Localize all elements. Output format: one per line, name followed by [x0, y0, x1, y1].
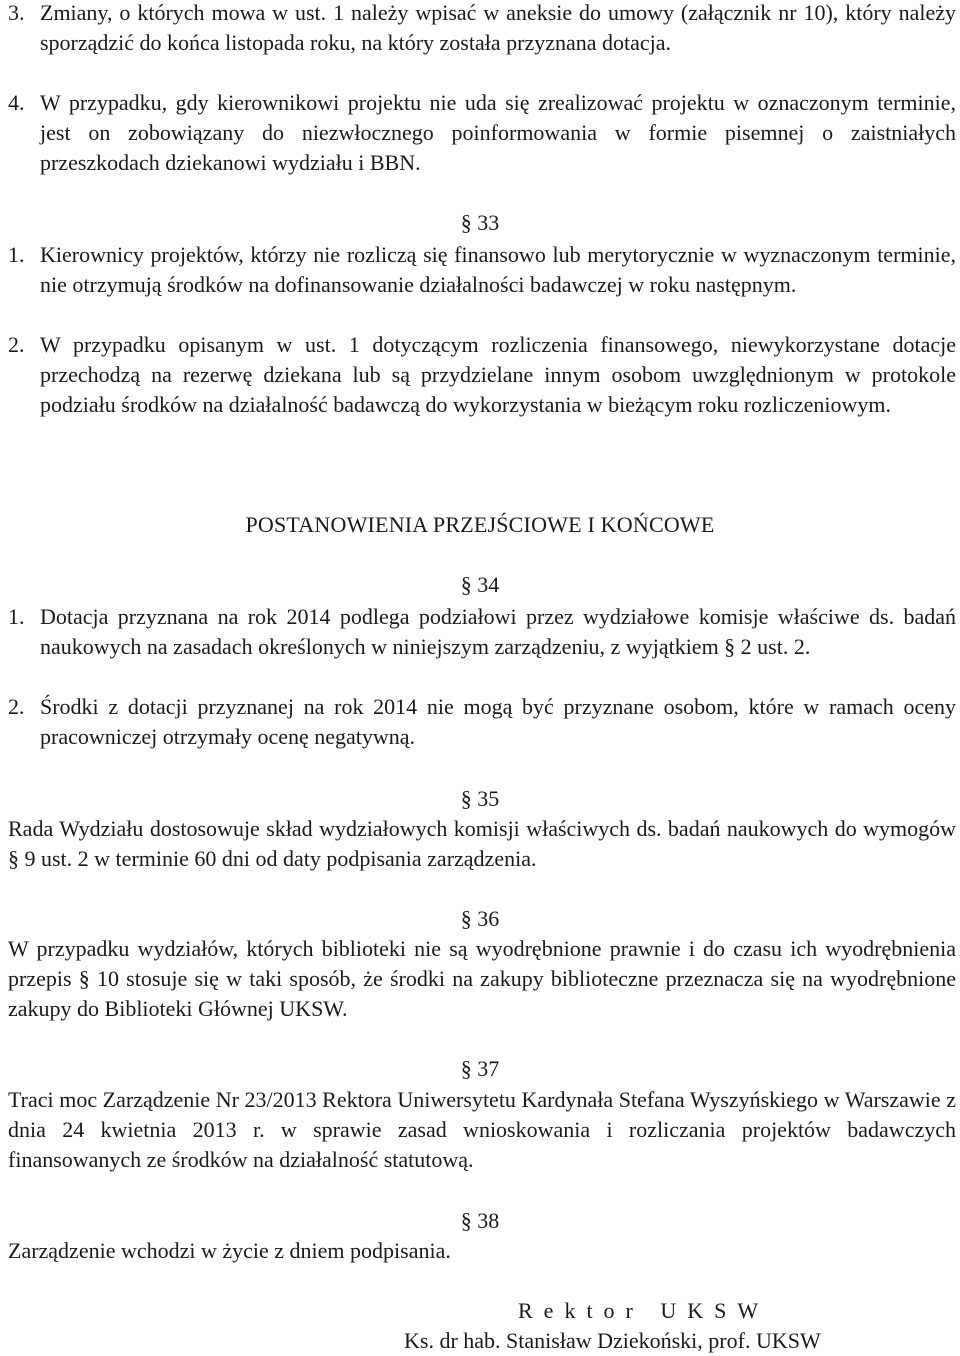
item-number: 1. — [8, 242, 25, 267]
item-number: 1. — [8, 604, 25, 629]
s34-item-2 — [8, 692, 956, 752]
paragraph-item-4 — [8, 88, 956, 178]
s33-item-1 — [8, 240, 956, 300]
item-text: Zmiany, o których mowa w ust. 1 należy wpisać w aneksie do umowy (załącznik nr 10), który należy sporządzić do końca listopada roku, na który została przyznana dotacja. — [40, 0, 956, 55]
item-text: W przypadku opisanym w ust. 1 dotyczącym rozliczenia finansowego, niewykorzystane dotacje przechodzą na rezerwę dziekana lub są przydzielane innym osobom uwzględnionym w protokole podziału środków na działalność badawczą do wykorzystania w bieżącym roku rozliczeniowym. — [40, 332, 956, 417]
item-text: Środki z dotacji przyznanej na rok 2014 nie mogą być przyznane osobom, które w ramach oceny pracowniczej otrzymały ocenę negatywną. — [40, 694, 956, 749]
section-number: 35 — [477, 786, 500, 811]
item-text: Kierownicy projektów, którzy nie rozliczą się finansowo lub merytorycznie w wyznaczonym terminie, nie otrzymują środków na dofinansowanie działalności badawczej w roku następnym. — [40, 242, 956, 297]
s33-item-2 — [8, 330, 956, 420]
section-35-heading — [0, 784, 960, 814]
section-number: 38 — [477, 1208, 500, 1233]
section-number: 33 — [477, 210, 500, 235]
section-sign: § — [460, 572, 472, 597]
paragraph-item-3 — [8, 0, 956, 58]
section-sign: § — [460, 210, 472, 235]
section-sign: § — [460, 1056, 472, 1081]
s36-text: W przypadku wydziałów, których biblioteki nie są wyodrębnione prawnie i do czasu ich wyodrębnienia przepis § 10 stosuje się w taki sposób, że środki na zakupy biblioteczne przeznacza się na wyodrębnione zakupy do Biblioteki Głównej UKSW. — [8, 936, 956, 1021]
item-number: 2. — [8, 332, 25, 357]
item-number: 3. — [8, 0, 25, 25]
s38-text: Zarządzenie wchodzi w życie z dniem podpisania. — [8, 1238, 451, 1263]
section-sign: § — [460, 786, 472, 811]
section-37-heading — [0, 1054, 960, 1084]
signature-title: Rektor UKSW — [518, 1298, 770, 1323]
section-34-heading — [0, 570, 960, 600]
item-number: 4. — [8, 90, 25, 115]
section-33-heading — [0, 208, 960, 238]
s35-text: Rada Wydziału dostosowuje skład wydziałowych komisji właściwych ds. badań naukowych do wymogów § 9 ust. 2 w terminie 60 dni od daty podpisania zarządzenia. — [8, 816, 956, 871]
section-36-heading — [0, 904, 960, 934]
chapter-heading: POSTANOWIENIA PRZEJŚCIOWE I KOŃCOWE — [245, 512, 715, 537]
section-number: 37 — [477, 1056, 500, 1081]
item-text: W przypadku, gdy kierownikowi projektu nie uda się zrealizować projektu w oznaczonym terminie, jest on zobowiązany do niezwłocznego poinformowania w formie pisemnej o zaistniałych przeszkodach dziekanowi wydziału i BBN. — [40, 90, 956, 175]
s37-text: Traci moc Zarządzenie Nr 23/2013 Rektora Uniwersytetu Kardynała Stefana Wyszyńskiego w Warszawie z dnia 24 kwietnia 2013 r. w sprawie zasad wnioskowania i rozliczania projektów badawczych finansowanych ze środków na działalność statutową. — [8, 1087, 956, 1172]
item-text: Dotacja przyznana na rok 2014 podlega podziałowi przez wydziałowe komisje właściwe ds. badań naukowych na zasadach określonych w niniejszym zarządzeniu, z wyjątkiem § 2 ust. 2. — [40, 604, 956, 659]
section-number: 36 — [477, 906, 500, 931]
s34-item-1 — [8, 602, 956, 662]
section-sign: § — [460, 1208, 472, 1233]
signature-name: Ks. dr hab. Stanisław Dziekoński, prof. UKSW — [404, 1328, 821, 1353]
section-sign: § — [460, 906, 472, 931]
section-number: 34 — [477, 572, 500, 597]
section-38-heading — [0, 1206, 960, 1236]
item-number: 2. — [8, 694, 25, 719]
